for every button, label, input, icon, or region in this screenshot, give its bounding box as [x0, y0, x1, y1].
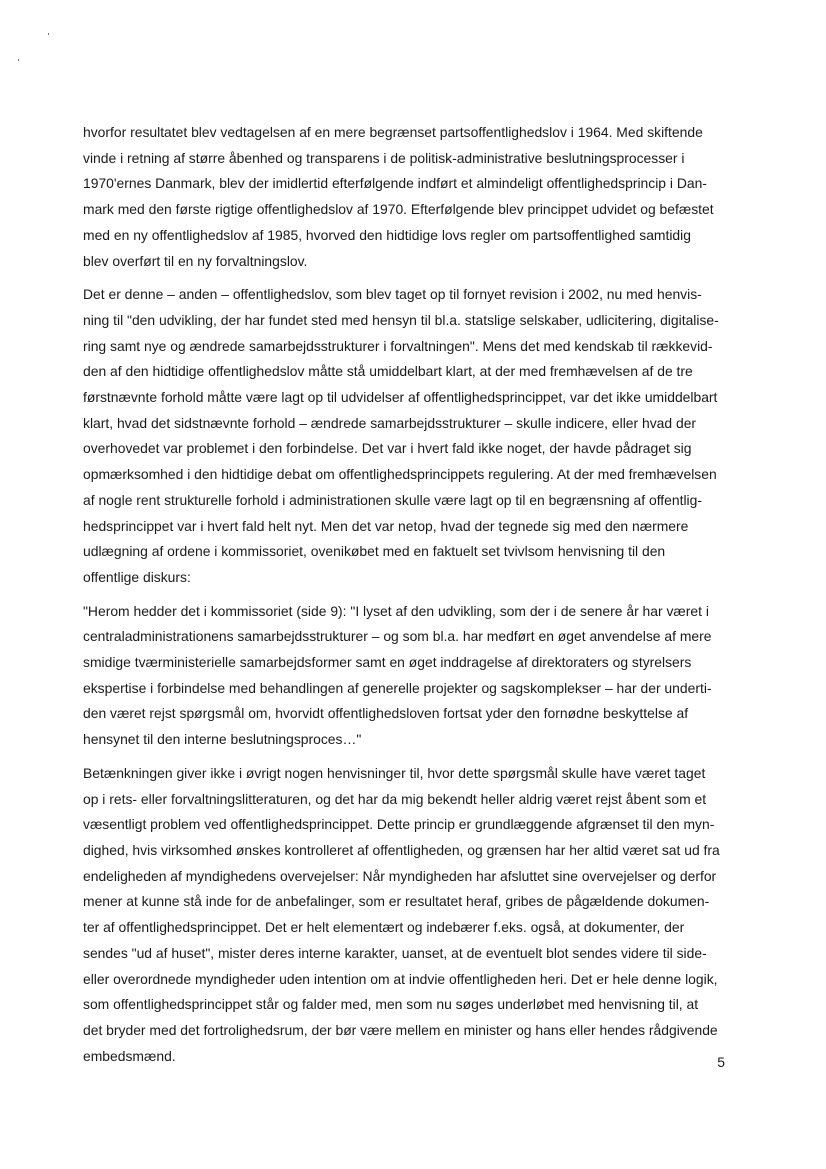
- text-line: det bryder med det fortrolighedsrum, der bør være mellem en minister og hans eller hendes rådgivende: [83, 1021, 718, 1038]
- paragraph-1: [83, 120, 751, 274]
- text-line: vinde i retning af større åbenhed og transparens i de politisk-administrative beslutningsprocesser i: [83, 149, 685, 166]
- text-line: Betænkningen giver ikke i øvrigt nogen henvisninger til, hvor dette spørgsmål skulle have været taget: [83, 764, 706, 781]
- text-line: som offentlighedsprincippet står og falder med, men som nu søges underløbet med henvisning til, at: [83, 996, 699, 1013]
- text-line: førstnævnte forhold måtte være lagt op til udvidelser af offentlighedsprincippet, var det ikke umiddelbart: [83, 389, 718, 406]
- text-line: dighed, hvis virksomhed ønskes kontrolleret af offentligheden, og grænsen har her altid været sat ud fra: [83, 841, 720, 858]
- text-line: smidige tværministerielle samarbejdsformer samt en øget inddragelse af direktoraters og styrelsers: [83, 654, 692, 671]
- scan-speck: [18, 59, 19, 61]
- paragraph-3-quote: [83, 599, 751, 753]
- text-line: 1970'ernes Danmark, blev der imidlertid efterfølgende indført et almindeligt offentlighedsprincip i Dan-: [83, 175, 707, 192]
- text-line: mener at kunne stå inde for de anbefalinger, som er resultatet heraf, gribes de pågældende dokumen-: [83, 893, 710, 910]
- text-line: klart, hvad det sidstnævnte forhold – ændrede samarbejdsstrukturer – skulle indicere, eller hvad der: [83, 414, 697, 431]
- text-line: op i rets- eller forvaltningslitteraturen, og det har da mig bekendt heller aldrig været rejst åbent som et: [83, 790, 707, 807]
- text-line: opmærksomhed i den hidtidige debat om offentlighedsprincippets regulering. At der med fremhævelsen: [83, 466, 717, 483]
- text-line: centraladministrationens samarbejdsstrukturer – og som bl.a. har medført en øget anvendelse af mere: [83, 628, 712, 645]
- text-line: hvorfor resultatet blev vedtagelsen af en mere begrænset partsoffentlighedslov i 1964. Med skiftende: [83, 124, 703, 140]
- page-number: 5: [717, 1054, 725, 1070]
- text-line: hensynet til den interne beslutningsproces…": [83, 731, 362, 748]
- text-line: ring samt nye og ændrede samarbejdsstrukturer i forvaltningen". Mens det med kendskab til rækkevid-: [83, 337, 713, 354]
- text-line: eller overordnede myndigheder uden intention om at indvie offentligheden heri. Det er hele denne logik,: [83, 970, 718, 987]
- text-line: offentlige diskurs:: [83, 568, 191, 585]
- text-line: Det er denne – anden – offentlighedslov, som blev taget op til fornyet revision i 2002, nu med henvis-: [83, 286, 702, 303]
- text-line: af nogle rent strukturelle forhold i administrationen skulle være lagt op til en begrænsning af offentlig-: [83, 491, 702, 508]
- text-line: ter af offentlighedsprincippet. Det er helt elementært og indebærer f.eks. også, at dokumenter, der: [83, 919, 685, 936]
- text-line: "Herom hedder det i kommissoriet (side 9): "I lyset af den udvikling, som der i de senere år har været i: [83, 602, 709, 619]
- text-line: med en ny offentlighedslov af 1985, hvorved den hidtidige lovs regler om partsoffentlighed samtidig: [83, 226, 691, 243]
- text-line: udlægning af ordene i kommissoriet, ovenikøbet med en faktuelt set tvivlsom henvisning til den: [83, 543, 666, 560]
- text-line: den af den hidtidige offentlighedslov måtte stå umiddelbart klart, at der med fremhævelsen af de tre: [83, 363, 693, 380]
- paragraph-2: [83, 282, 751, 590]
- text-line: embedsmænd.: [83, 1047, 176, 1064]
- text-line: mark med den første rigtige offentlighedslov af 1970. Efterfølgende blev princippet udvidet og befæstet: [83, 201, 714, 218]
- text-line: væsentligt problem ved offentlighedsprincippet. Dette princip er grundlæggende afgrænset til den myn-: [83, 816, 715, 833]
- body-text: [83, 120, 751, 1077]
- text-line: endeligheden af myndighedens overvejelser: Når myndigheden har afsluttet sine overvejelser og derfor: [83, 867, 717, 884]
- text-line: blev overført til en ny forvaltningslov.: [83, 252, 308, 269]
- text-line: overhovedet var problemet i den forbindelse. Det var i hvert fald ikke noget, der havde pådraget sig: [83, 440, 692, 457]
- text-line: ekspertise i forbindelse med behandlingen af generelle projekter og sagskomplekser – har der underti-: [83, 679, 712, 696]
- text-line: hedsprincippet var i hvert fald helt nyt. Men det var netop, hvad der tegnede sig med den nærmere: [83, 517, 689, 534]
- text-line: sendes "ud af huset", mister deres interne karakter, uanset, at de eventuelt blot sendes videre til side-: [83, 944, 707, 961]
- text-line: ning til "den udvikling, der har fundet sted med hensyn til bl.a. statslige selskaber, udlicitering, digitalise-: [83, 311, 719, 328]
- scan-speck: [48, 33, 49, 35]
- paragraph-4: [83, 761, 751, 1069]
- text-line: den været rejst spørgsmål om, hvorvidt offentlighedsloven fortsat yder den fornødne beskyttelse af: [83, 705, 689, 722]
